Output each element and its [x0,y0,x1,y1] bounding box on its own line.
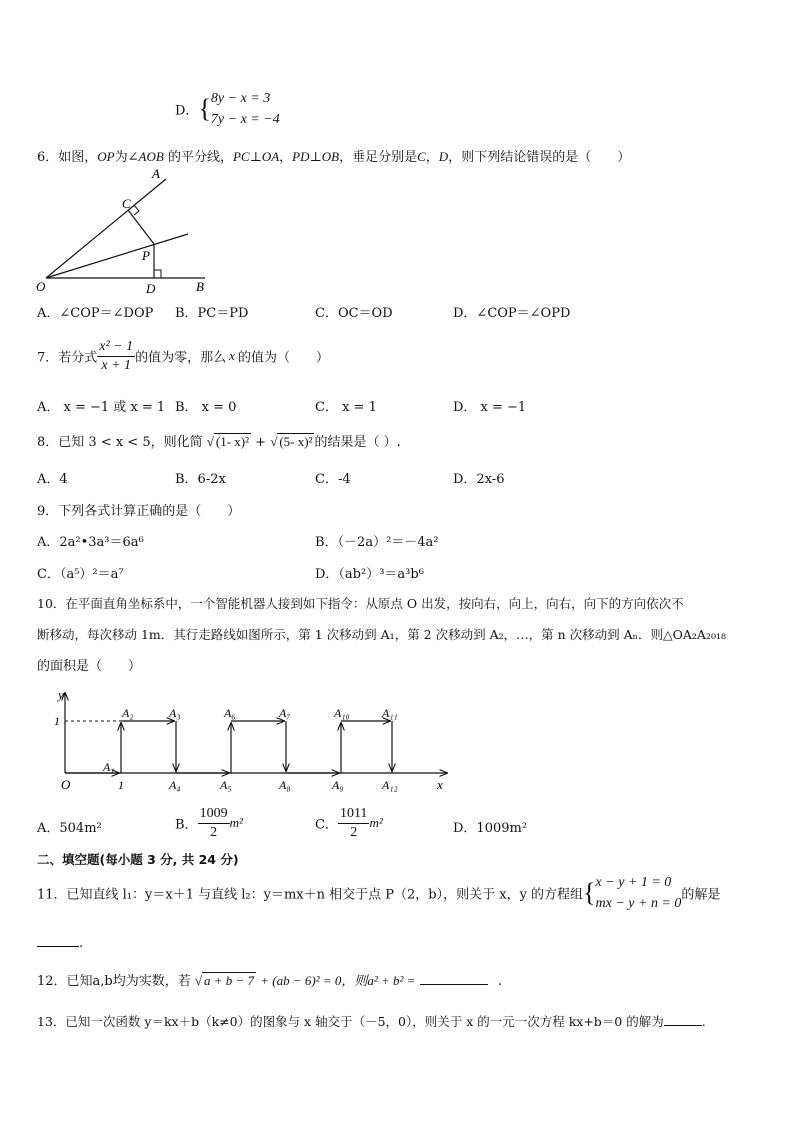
q7-suffix: 的值为零，那么 [135,350,227,366]
q6-label-o: O [36,279,46,294]
q6-stem-text: 6．如图， [37,150,98,165]
q6-stem-pc: PC [232,149,250,164]
q10-label-a7: A₇ [279,706,291,720]
q11-brace: { [583,878,596,907]
q11-eq1: x − y + 1 = 0 [595,875,672,890]
q12-prefix: 12．已知a,b均为实数，若 [37,974,191,989]
q6-stem-text: ，则下列结论错误的是（ ） [448,150,631,165]
q13-stem-text: 13．已知一次函数 y＝kx＋b（k≠0）的图象与 x 轴交于（－5，0），则关于 x 的一元一次方程 kx+b＝0 的解为 [37,1014,664,1029]
q6-option-a: A．∠COP＝∠DOP [37,306,154,321]
q10-option-b-label: B． [175,817,198,833]
q6-stem-perp: ⊥ [249,150,262,165]
q11-blank[interactable] [37,946,79,947]
q5-eq2: 7y − x = −4 [210,112,280,127]
q6-right-angle-d [154,270,161,278]
q10-label-a3: A₃ [169,706,181,720]
q12-blank[interactable] [420,984,488,985]
q6-stem-text: ， [425,150,439,165]
q5-option-d-label: D． [175,103,199,119]
q5-eq1: 8y − x = 3 [210,91,271,106]
q10-label-a1: A₁ [103,760,115,774]
q8-radicand-2: (5- x)² [279,434,313,449]
q10-figure [45,685,455,795]
q10-line-1: 10．在平面直角坐标系中，一个智能机器人接到如下指令：从原点 O 出发，按向右，向上，向右，向下的方向依次不 [37,596,684,611]
q8-plus: + [255,435,267,450]
q6-label-p: P [142,248,150,263]
q6-stem-aob: AOB [138,149,164,164]
q9-option-d: D．（ab²）³＝a³b⁶ [315,567,424,582]
q10-line-2: 断移动，每次移动 1m．其行走路线如图所示，第 1 次移动到 A₁，第 2 次移动到 A₂，…，第 n 次移动到 Aₙ．则△OA₂A₂₀₁₈ [37,627,726,642]
q13-end: . [701,1014,706,1029]
q11-answer-line [37,936,83,951]
q10-label-a9: A₉ [332,778,344,792]
q6-stem-perp: ⊥ [309,150,322,165]
q12-stem [37,970,502,989]
q6-label-d: D [146,281,156,295]
q5-brace: { [198,94,211,123]
q8-prefix: 8．已知 3 < x < 5，则化简 [37,435,203,450]
q7-option-c: C． x = 1 [315,400,377,415]
q10-label-a4: A₄ [169,778,181,792]
section-2-title: 二、填空题(每小题 3 分, 共 24 分) [37,852,239,867]
q6-stem-text: ， [279,150,293,165]
q8-suffix: 的结果是（ ）. [314,435,401,450]
q6-label-a: A [152,166,160,181]
q10-option-d: D．1009m² [453,821,528,836]
q7-option-b: B． x = 0 [175,400,237,415]
q10-option-b-fraction [198,805,230,841]
q6-label-b: B [196,279,204,294]
q7-prefix: 7．若分式 [37,350,98,366]
q13-stem [37,1012,706,1030]
q6-right-angle-c [134,205,139,215]
q6-stem-oa: OA [261,149,280,164]
q10-label-a10: A₁₀ [334,706,350,720]
q10-label-a11: A₁₁ [382,706,398,720]
q12-end: . [497,974,502,989]
q8-radicand-1: (1- x)² [215,434,250,449]
q9-option-c: C．（a⁵）²＝a⁷ [37,567,124,582]
q11-end: . [79,936,84,951]
q6-stem [37,146,630,165]
q8-sqrt-1: √ (1- x)² [206,434,250,449]
q6-label-c: C [122,196,131,211]
q5-system [211,88,280,130]
q10-option-b-den: 2 [210,824,218,840]
q10-option-c-num: 1011 [338,805,369,824]
q10-option-b-unit: m² [229,815,243,830]
q6-stem-ob: OB [321,149,340,164]
q6-option-b: B．PC＝PD [175,306,249,321]
q6-stem-c: C [417,149,426,164]
q11-stem-text: 11．已知直线 l₁：y＝x＋1 与直线 l₂：y＝mx＋n 相交于点 P（2，b），则关于 x，y 的方程组 [37,887,584,903]
q10-option-b-num: 1009 [198,805,230,824]
q11-eq2: mx − y + n = 0 [595,896,682,911]
q10-label-x: x [437,777,443,792]
q7-numerator: x² − 1 [97,338,135,357]
q10-line-3: 的面积是（ ） [37,659,142,674]
q10-option-a: A．504m² [37,821,102,836]
q10-option-c-den: 2 [350,824,358,840]
q6-option-d: D．∠COP＝∠OPD [453,306,571,321]
q6-ray-oa [46,179,166,278]
q10-label-y: y [58,687,64,702]
q6-stem-text: ，垂足分别是 [339,150,418,165]
q7-option-d: D． x = −1 [453,400,527,415]
q8-stem [37,431,401,450]
q8-option-d: D．2x-6 [453,472,505,487]
q10-label-one-x: 1 [118,778,124,792]
q7-suffix: 的值为（ ） [237,350,329,366]
q6-figure [30,165,220,295]
q12-mid: + (ab − 6)² = 0，则a² + b² = [260,973,416,988]
q11-system [596,872,682,914]
q6-stem-op: OP [97,149,115,164]
q8-option-c: C．-4 [315,472,351,487]
q9-option-b: B．（－2a）²＝－4a² [315,535,439,550]
q9-option-a: A．2a²•3a³＝6a⁶ [37,535,144,550]
q11-suffix: 的解是 [681,887,721,903]
q6-ray-op [46,234,188,278]
q7-fraction [97,338,135,374]
q7-option-a: A． x = −1 或 x = 1 [37,400,166,415]
q10-label-a8: A₈ [279,778,291,792]
q11-stem [37,872,720,914]
q7-denominator: x + 1 [101,357,132,373]
q6-stem-d: D [438,149,449,164]
q6-segment-pc [128,210,154,244]
q8-option-a: A．4 [37,472,68,487]
q10-label-a5: A₅ [220,778,232,792]
q10-label-o: O [61,777,71,792]
q10-option-c-fraction [338,805,369,841]
q13-blank[interactable] [664,1025,702,1026]
q6-stem-text: 为∠ [114,150,139,165]
q10-option-c-label: C． [315,817,338,833]
q12-radicand: a + b − 7 [204,973,255,988]
q12-sqrt: √ a + b − 7 [194,973,255,988]
q6-stem-text: 的平分线， [163,150,233,165]
q10-label-a12: A₁₂ [382,778,398,792]
q10-option-b [175,805,243,841]
q8-sqrt-2: √ (5- x)² [270,434,313,449]
q10-option-c [315,805,383,841]
q7-var: x [229,348,235,363]
q10-option-c-unit: m² [369,815,383,830]
q8-option-b: B．6-2x [175,472,226,487]
q6-option-c: C．OC＝OD [315,306,393,321]
q6-stem-pd: PD [292,149,310,164]
q10-label-one-y: 1 [54,714,60,728]
q9-stem: 9．下列各式计算正确的是（ ） [37,504,241,519]
q7-stem [37,338,329,374]
q10-label-a2: A₂ [122,706,134,720]
q10-label-a6: A₆ [224,706,236,720]
q5-option-d [175,88,280,130]
